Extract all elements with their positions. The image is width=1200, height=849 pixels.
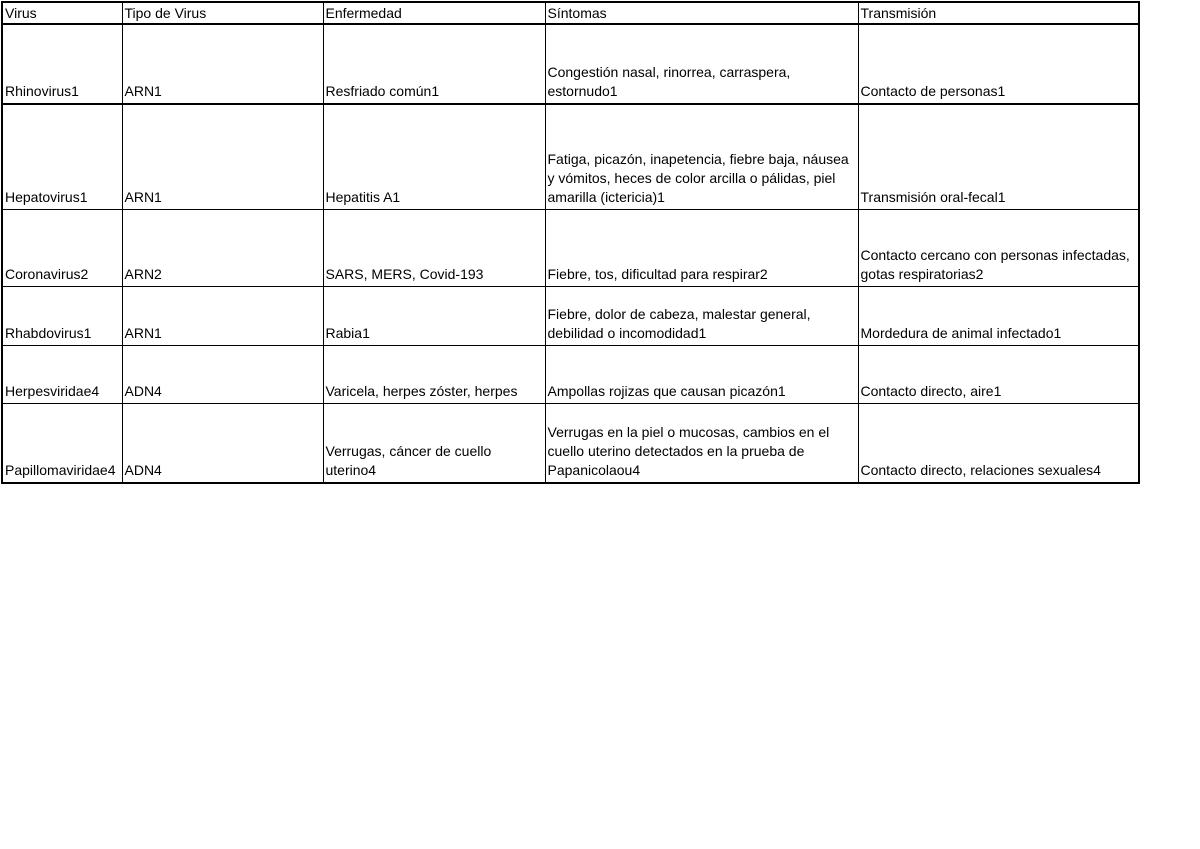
cell-transmision: Contacto cercano con personas infectadas, gotas respiratorias2 [858,210,1139,287]
cell-virus: Rhinovirus1 [2,24,122,104]
cell-sintomas: Fiebre, dolor de cabeza, malestar general, debilidad o incomodidad1 [545,287,858,346]
table-row [2,210,1139,287]
cell-enfermedad: Varicela, herpes zóster, herpes [323,346,545,404]
cell-transmision: Transmisión oral-fecal1 [858,104,1139,210]
header-virus: Virus [2,2,122,24]
cell-tipo: ARN1 [122,24,323,104]
cell-tipo: ADN4 [122,404,323,484]
cell-transmision: Contacto de personas1 [858,24,1139,104]
cell-tipo: ARN1 [122,287,323,346]
header-enfermedad: Enfermedad [323,2,545,24]
cell-enfermedad: SARS, MERS, Covid-193 [323,210,545,287]
cell-enfermedad: Resfriado común1 [323,24,545,104]
cell-enfermedad: Hepatitis A1 [323,104,545,210]
cell-sintomas: Congestión nasal, rinorrea, carraspera, estornudo1 [545,24,858,104]
cell-virus: Papillomaviridae4 [2,404,122,484]
cell-transmision: Mordedura de animal infectado1 [858,287,1139,346]
cell-virus: Herpesviridae4 [2,346,122,404]
cell-virus: Hepatovirus1 [2,104,122,210]
header-tipo-de-virus: Tipo de Virus [122,2,323,24]
cell-sintomas: Verrugas en la piel o mucosas, cambios en el cuello uterino detectados en la prueba de Papanicolaou4 [545,404,858,484]
table-row [2,287,1139,346]
virus-table [1,1,1140,484]
table-body [2,24,1139,483]
cell-sintomas: Ampollas rojizas que causan picazón1 [545,346,858,404]
header-transmision: Transmisión [858,2,1139,24]
table-row [2,404,1139,484]
cell-transmision: Contacto directo, aire1 [858,346,1139,404]
cell-enfermedad: Rabia1 [323,287,545,346]
cell-virus: Coronavirus2 [2,210,122,287]
table-header [2,2,1139,24]
table-row [2,346,1139,404]
cell-tipo: ARN1 [122,104,323,210]
cell-tipo: ADN4 [122,346,323,404]
table-row [2,104,1139,210]
cell-sintomas: Fatiga, picazón, inapetencia, fiebre baja, náusea y vómitos, heces de color arcilla o pálidas, piel amarilla (ictericia)1 [545,104,858,210]
table-row [2,24,1139,104]
header-sintomas: Síntomas [545,2,858,24]
cell-virus: Rhabdovirus1 [2,287,122,346]
cell-enfermedad: Verrugas, cáncer de cuello uterino4 [323,404,545,484]
cell-tipo: ARN2 [122,210,323,287]
cell-sintomas: Fiebre, tos, dificultad para respirar2 [545,210,858,287]
header-row [2,2,1139,24]
cell-transmision: Contacto directo, relaciones sexuales4 [858,404,1139,484]
